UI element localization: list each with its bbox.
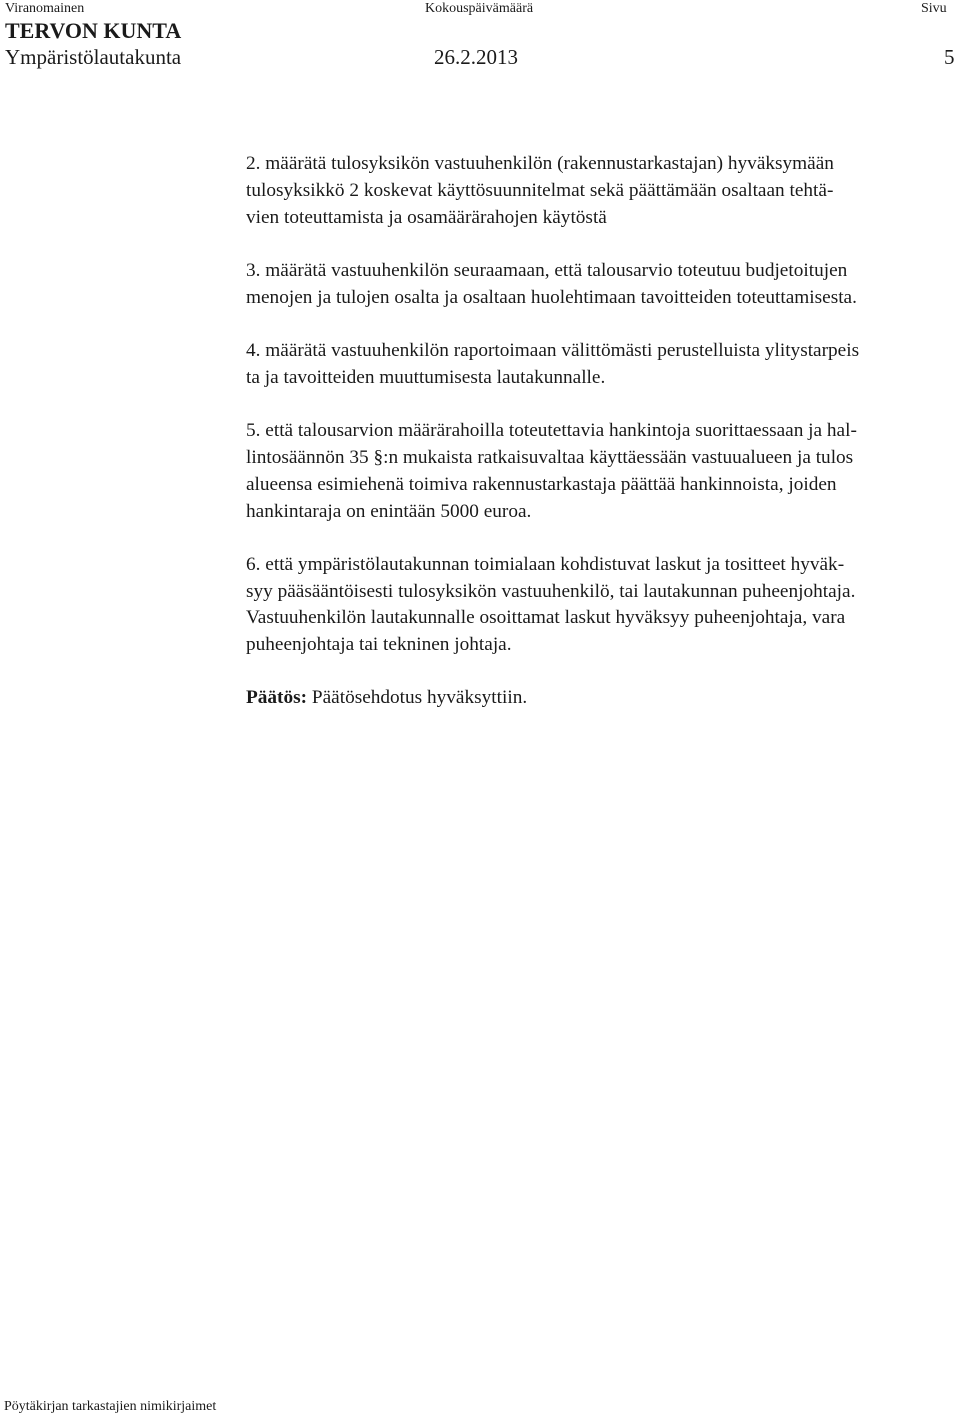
text-line: 3. määrätä vastuuhenkilön seuraamaan, että talousarvio toteutuu budjetoitujen [246, 260, 848, 281]
decision-label: Päätös: [246, 687, 308, 708]
footer-signatures-label: Pöytäkirjan tarkastajien nimikirjaimet [4, 1399, 217, 1414]
text-line: puheenjohtaja tai tekninen johtaja. [246, 634, 512, 655]
text-line: alueensa esimiehenä toimiva rakennustarkastaja päättää hankinnoista, joiden [246, 474, 837, 495]
board-name: Ympäristölautakunta [5, 45, 182, 69]
date-label: Kokouspäivämäärä [425, 1, 534, 16]
text-line: 6. että ympäristölautakunnan toimialaan kohdistuvat laskut ja tositteet hyväk- [246, 554, 845, 575]
text-line: 5. että talousarvion määrärahoilla toteutettavia hankintoja suorittaessaan ja hal- [246, 420, 857, 441]
text-line: hankintaraja on enintään 5000 euroa. [246, 501, 532, 522]
meeting-date: 26.2.2013 [434, 45, 518, 69]
text-line: Vastuuhenkilön lautakunnalle osoittamat laskut hyväksyy puheenjohtaja, vara [246, 607, 846, 628]
text-line: menojen ja tulojen osalta ja osaltaan huolehtimaan tavoitteiden toteuttamisesta. [246, 287, 857, 308]
text-line: syy pääsääntöisesti tulosyksikön vastuuhenkilö, tai lautakunnan puheenjohtaja. [246, 581, 856, 602]
text-line: 2. määrätä tulosyksikön vastuuhenkilön (rakennustarkastajan) hyväksymään [246, 153, 834, 174]
authority-label: Viranomainen [5, 1, 85, 16]
decision [246, 688, 527, 707]
decision-text: Päätösehdotus hyväksyttiin. [307, 687, 528, 708]
text-line: tulosyksikkö 2 koskevat käyttösuunnitelmat sekä päättämään osaltaan tehtä- [246, 180, 834, 201]
page-label: Sivu [921, 1, 947, 16]
organization-name: TERVON KUNTA [5, 18, 182, 43]
text-line: lintosäännön 35 §:n mukaista ratkaisuvaltaa käyttäessään vastuualueen ja tulos [246, 447, 854, 468]
text-line: 4. määrätä vastuuhenkilön raportoimaan välittömästi perustelluista ylitystarpeis [246, 340, 860, 361]
page-number: 5 [944, 45, 955, 69]
text-line: vien toteuttamista ja osamäärärahojen käytöstä [246, 207, 607, 228]
text-line: ta ja tavoitteiden muuttumisesta lautakunnalle. [246, 367, 606, 388]
